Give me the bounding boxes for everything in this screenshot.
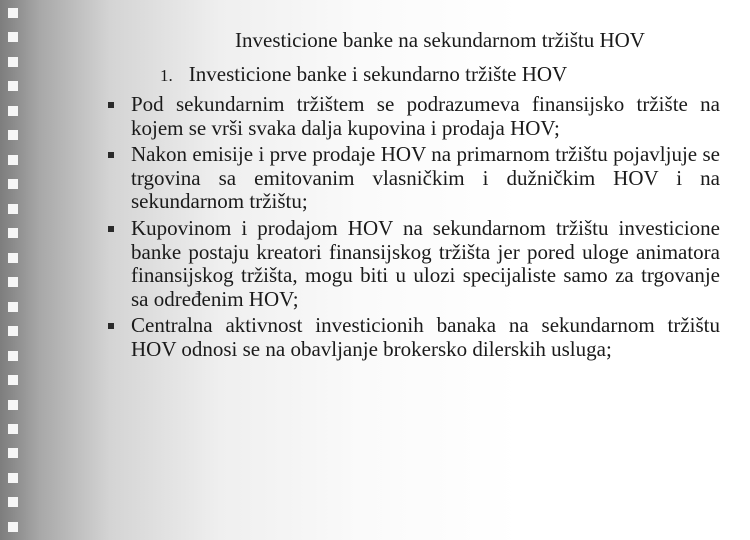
square-bullet-icon (108, 152, 114, 158)
decorative-square (8, 473, 18, 483)
decorative-square (8, 400, 18, 410)
decorative-square (8, 522, 18, 532)
square-bullet-icon (108, 323, 114, 329)
square-bullet-icon (108, 102, 114, 108)
decorative-square (8, 228, 18, 238)
bullet-item (108, 143, 720, 214)
bullet-text: Kupovinom i prodajom HOV na sekundarnom tržištu investicione banke postaju kreatori finansijskog tržišta jer pored uloge animatora finansijskog tržišta, mogu biti u ulozi specijaliste samo za trgovanje sa određenim HOV; (131, 215, 720, 311)
decorative-square (8, 106, 18, 116)
decorative-square (8, 130, 18, 140)
decorative-square (8, 253, 18, 263)
bullet-item (108, 217, 720, 311)
slide-title: Investicione banke na sekundarnom tržištu HOV (235, 28, 645, 52)
decorative-square (8, 497, 18, 507)
decorative-square (8, 57, 18, 67)
bullet-text: Pod sekundarnim tržištem se podrazumeva finansijsko tržište na kojem se vrši svaka dalja kupovina i prodaja HOV; (131, 92, 720, 140)
square-bullet-icon (108, 226, 114, 232)
decorative-square (8, 302, 18, 312)
decorative-square (8, 81, 18, 91)
decorative-square (8, 375, 18, 385)
decorative-square (8, 448, 18, 458)
bullet-item (108, 314, 720, 361)
decorative-square (8, 424, 18, 434)
bullet-item (108, 93, 720, 140)
decorative-square (8, 351, 18, 361)
decorative-square (8, 277, 18, 287)
decorative-square (8, 326, 18, 336)
slide-subtitle (160, 61, 567, 89)
subtitle-text: Investicione banke i sekundarno tržište HOV (188, 62, 568, 86)
subtitle-number: 1. (160, 66, 173, 85)
bullet-list (108, 93, 720, 365)
decorative-square (8, 32, 18, 42)
decorative-square-strip (8, 8, 18, 532)
bullet-text: Nakon emisije i prve prodaje HOV na primarnom tržištu pojavljuje se trgovina sa emitovanim vlasničkim i dužničkim HOV i na sekundarnom tržištu; (131, 142, 720, 214)
decorative-square (8, 179, 18, 189)
decorative-square (8, 155, 18, 165)
decorative-square (8, 8, 18, 18)
bullet-text: Centralna aktivnost investicionih banaka na sekundarnom tržištu HOV odnosi se na obavljanje brokersko dilerskih usluga; (131, 313, 720, 361)
decorative-square (8, 204, 18, 214)
